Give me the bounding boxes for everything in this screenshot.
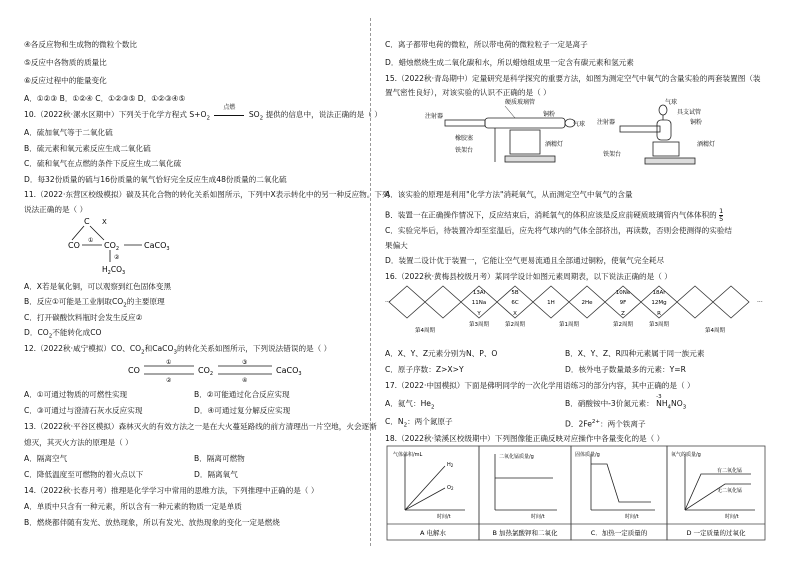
node-co2: $CO_2$: [198, 366, 214, 377]
cell-f: 9F: [619, 300, 627, 306]
label-syringe: 注射器: [425, 113, 444, 120]
q15-stem-cont: 置气密性良好），对该实验的认识不正确的是（ ）: [385, 88, 551, 97]
period-label: 第2周期: [613, 322, 633, 328]
q12-option-d: D．④可通过复分解反应实现: [194, 406, 291, 415]
label-2: ②: [114, 254, 120, 261]
node-caco3: CaCO$_3$: [144, 241, 170, 252]
q10-option-c: C．硫和氧气在点燃的条件下反应生成二氧化硫: [24, 159, 182, 168]
q13-option-c: C．降低温度至可燃物的着火点以下: [24, 470, 144, 479]
cell-he: 2He: [581, 300, 593, 306]
q17-option-a: A．氦气：$He_2$: [385, 399, 435, 411]
cell-ne: 10Ne: [615, 290, 631, 296]
node-co: CO: [68, 241, 80, 250]
q17-stem: 17.（2022·中国模拟）下面是佛明同学的一次化学用语练习的部分内容，其中正确的是（ ）: [385, 381, 695, 390]
q11-option-c: C．打开碳酸饮料瓶时会发生反应②: [24, 313, 143, 322]
cell-ar: 18Ar: [652, 290, 666, 296]
carbon-conversion-diagram: [44, 212, 184, 274]
co-caco3-diagram: [128, 356, 318, 382]
q15-stem: 15.（2022秋·青岛期中）定量研究是科学探究的重要方法，如图为测定空气中氧气的含量实验的两套装置图（装: [385, 74, 761, 83]
node-co: CO: [128, 366, 140, 375]
q11-option-d: D．$CO_2$不能转化成CO: [24, 328, 102, 340]
label-glass-tube: 硬质玻璃管: [505, 99, 536, 106]
q15-option-a: A．该实验的原理是利用"化学方法"消耗氧气，从而测定空气中氧气的含量: [385, 190, 633, 199]
q12-option-b: B．②可能通过化合反应实现: [194, 390, 290, 399]
q16-stem: 16.（2022秋·黄梅县校级月考）某同学设计如图元素周期表，以下说法正确的是（ ）: [385, 272, 672, 281]
y-axis-label: 固体质量/g: [575, 452, 600, 458]
cell-b: 5B: [511, 290, 519, 296]
cell-r: R: [657, 311, 661, 317]
cell-na: 11Na: [471, 300, 487, 306]
cell-al: 13Al: [472, 290, 486, 296]
label-1: ①: [88, 237, 94, 244]
period-label: 第4周期: [705, 328, 725, 334]
q16-option-a: A．X、Y、Z元素分别为N、P、O: [385, 349, 498, 358]
q13-option-b: B．隔离可燃物: [194, 454, 245, 463]
label-balloon-2: 气球: [665, 99, 678, 106]
option-line: ④各反应物和生成物的微粒个数比: [24, 40, 138, 49]
right-column: [385, 0, 770, 562]
label-stand-2: 铁架台: [603, 151, 622, 158]
left-column: [24, 0, 390, 562]
cell-c: 6C: [511, 300, 519, 306]
period-label: 第3周期: [649, 322, 669, 328]
label-4: ④: [242, 377, 248, 382]
cell-h: 1H: [547, 300, 555, 306]
q18-stem: 18.（2022秋·梁溪区校级期中）下列图像能正确反映对应操作中各量变化的是（ ）: [385, 434, 665, 443]
q12-option-a: A．①可通过物质的可燃性实现: [24, 390, 128, 399]
graph-caption-b: B 加热氯酸钾和二氧化: [492, 529, 558, 537]
o2-label: $O_2$: [447, 485, 454, 491]
x-axis-label: 时间/t: [625, 514, 639, 520]
periodic-table-figure: [385, 282, 769, 342]
label-lamp: 酒精灯: [545, 141, 564, 148]
q15-option-c: C．实验完毕后，待装置冷却至室温后，应先将气球内的气体全部挤出，再读数，否则会使测得的实验结: [385, 226, 733, 235]
node-c: C: [84, 217, 90, 226]
x-axis-label: 时间/t: [437, 514, 451, 520]
q13-stem-cont: 熄灭，其灭火方法的原理是（ ）: [24, 438, 133, 447]
svg-text:···: ···: [757, 299, 763, 306]
q10-stem: 10.（2022秋·漯水区期中）下列关于化学方程式 $S+O_2$ 点燃 $SO_2$ 提供的信息中，说法正确的是（ ）: [24, 104, 382, 122]
q10-option-b: B．硫元素和氧元素反应生成二氧化硫: [24, 144, 151, 153]
q11-option-b: B．反应①可能是工业制取$CO_2$的主要原理: [24, 297, 165, 309]
label-branch-tube: 具支试管: [677, 109, 702, 116]
q17-option-c: C．$N_2$：两个氮原子: [385, 417, 453, 429]
label-balloon: 气球: [573, 121, 586, 128]
legend-without-mno2: 无二氧化锰: [717, 488, 743, 494]
answer-options: A．①②③ B．①②④ C．①②③⑤ D．①②③④⑤: [24, 94, 186, 103]
q14-option-c: C．离子都带电荷的微粒，所以带电荷的微粒粒子一定是离子: [385, 40, 588, 49]
cell-mg: 12Mg: [651, 300, 667, 306]
graph-caption-c: C．加热一定质量的: [590, 529, 648, 537]
option-line: ⑤反应中各物质的质量比: [24, 58, 107, 67]
reaction-condition: 点燃: [223, 104, 236, 111]
x-axis-label: 时间/t: [531, 514, 545, 520]
q10-option-d: D．每32份质量的硫与16份质量的氧气恰好完全反应生成48份质量的二氧化硫: [24, 175, 287, 184]
q12-stem: 12.（2022秋·咸宁模拟）CO、$CO_2$和CaCO$_3$的转化关系如图所示，下列说法错误的是（ ）: [24, 344, 332, 356]
q11-stem: 11.（2022·东营区校级模拟）碳及其化合物的转化关系如图所示，下列中X表示转化中的另一种反应物。下列: [24, 190, 390, 199]
q12-option-c: C．③可通过与澄清石灰水反应实现: [24, 406, 143, 415]
option-line: ⑥反应过程中的能量变化: [24, 76, 107, 85]
cell-y: Y: [477, 311, 481, 317]
label-1: ①: [166, 359, 172, 366]
label-copper: 铜粉: [543, 111, 556, 118]
y-axis-label: 氧气的质量/g: [671, 452, 701, 458]
cell-x: X: [513, 311, 517, 317]
x-axis-label: 时间/t: [725, 514, 739, 520]
label-3: ③: [242, 359, 248, 366]
q13-option-d: D．隔离氧气: [194, 470, 238, 479]
label-2: ②: [166, 377, 172, 382]
q15-option-c-cont: 果偏大: [385, 241, 408, 250]
label-x: X: [102, 218, 107, 226]
q17-option-d: D．$2Fe^{2+}$：两个铁离子: [565, 419, 646, 429]
y-axis-label: 二氧化锰质量/g: [499, 454, 534, 460]
period-label: 第2周期: [505, 322, 525, 328]
h2-label: $H_2$: [447, 462, 454, 468]
label-copper-2: 铜粉: [690, 119, 703, 126]
svg-text:···: ···: [385, 299, 391, 306]
column-divider: [370, 18, 371, 546]
label-stand: 铁架台: [455, 147, 474, 154]
period-label: 第1周期: [559, 322, 579, 328]
legend-with-mno2: 有二氧化锰: [717, 468, 743, 474]
node-h2co3: $H_2CO_3$: [102, 265, 126, 274]
y-axis-label: 气体体积/mL: [393, 452, 423, 458]
cell-z: Z: [621, 311, 625, 317]
q15-apparatus-figure: [425, 96, 745, 172]
q16-option-c: C．原子序数：Z>X>Y: [385, 365, 464, 374]
q15-option-b: B．装置一在正确操作情况下，反应结束后，消耗氧气的体积应该是反应前硬质玻璃管内气体体积的 $\frac{1}{5}$: [385, 207, 724, 223]
q14-option-b: B．燃烧都伴随有发光、放热现象，所以有发光、放热现象的变化一定是燃烧: [24, 518, 280, 527]
q16-option-b: B．X、Y、Z、R四种元素属于同一族元素: [565, 349, 705, 358]
period-label: 第4周期: [415, 328, 435, 334]
q13-option-a: A．隔离空气: [24, 454, 68, 463]
label-syringe-2: 注射器: [597, 119, 616, 126]
node-co2: $CO_2$: [104, 241, 120, 252]
node-caco3: CaCO$_3$: [276, 366, 302, 377]
graph-caption-d: D 一定质量的过氧化: [686, 529, 746, 537]
q18-graphs: [385, 444, 769, 544]
q16-option-d: D．核外电子数量最多的元素：Y=R: [565, 365, 686, 374]
q17-option-b: B．硝酸铵中-3价氮元素： -3 $NH_4NO_3$: [565, 394, 687, 411]
label-stopper: 橡胶塞: [455, 135, 474, 142]
q13-stem: 13.（2022秋·平谷区模拟）森林灭火的有效方法之一是在大火蔓延路线的前方清理出一片空地，火会逐渐: [24, 422, 377, 431]
q14-option-d: D．蜡烛燃烧生成二氧化碳和水，所以蜡烛组成里一定含有碳元素和氢元素: [385, 58, 634, 67]
q15-option-d: D．装置二设计优于装置一，它能让空气更易流通且全部通过铜粉，使氧气完全耗尽: [385, 256, 665, 265]
q14-option-a: A．单质中只含有一种元素，所以含有一种元素的物质一定是单质: [24, 502, 242, 511]
q11-option-a: A．X若是氧化铜，可以观察到红色固体变黑: [24, 282, 172, 291]
period-label: 第3周期: [469, 322, 489, 328]
q10-option-a: A．硫加氧气等于二氧化硫: [24, 128, 113, 137]
graph-caption-a: A 电解水: [419, 529, 447, 537]
label-lamp-2: 酒精灯: [697, 141, 716, 148]
q11-stem-cont: 说法正确的是（ ）: [24, 205, 88, 214]
q14-stem: 14.（2022秋·长春月考）推理是化学学习中常用的思维方法，下列推理中正确的是（ ）: [24, 486, 319, 495]
